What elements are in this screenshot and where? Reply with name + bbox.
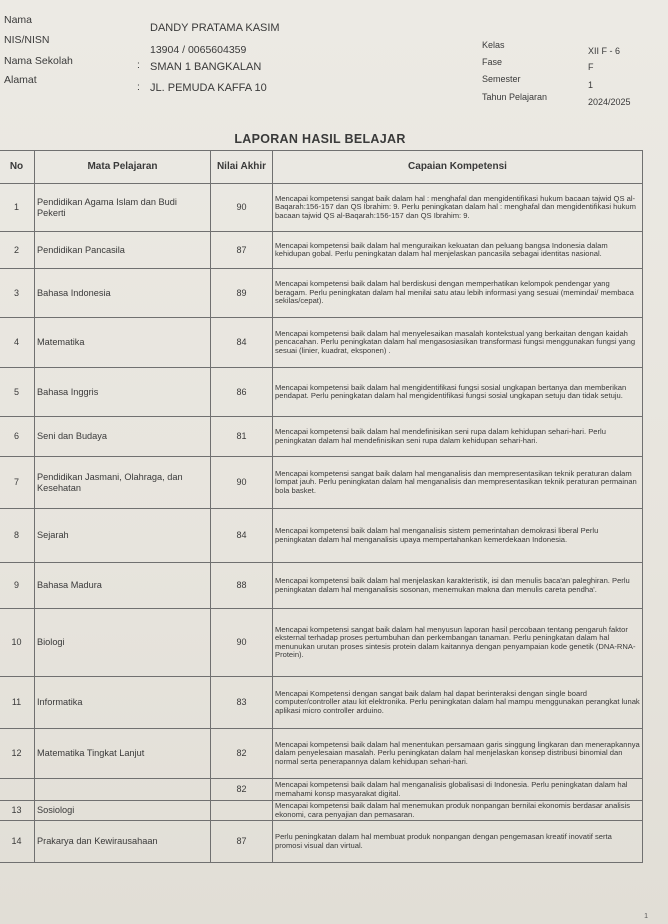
table-row [0,232,643,269]
row-competency: Mencapai kompetensi baik dalam hal menjelaskan karakteristik, isi dan menulis baca'an paleghiran. Perlu peningkatan dalam hal menganalisis sosonan, menemukan makna dan menulis careta pendha'. [273,563,643,609]
row-competency: Mencapai Kompetensi dengan sangat baik dalam hal dapat berinteraksi dengan single board computer/controller atau kit elektronika. Perlu peningkatan dalam hal mampu menggunakan perangkat lunak aplikasi micro controller arduino. [273,677,643,729]
class-value: XII F - 6 [588,46,621,56]
row-competency: Perlu peningkatan dalam hal membuat produk nonpangan dengan pengemasan kreatif inovatif serta promosi visual dan virtual. [273,821,643,863]
row-competency: Mencapai kompetensi baik dalam hal menemukan produk nonpangan bernilai ekonomis berdasar analisis ekonomi, cara penyajian dan pemasaran. [273,801,643,821]
table-row [0,269,643,318]
row-competency: Mencapai kompetensi baik dalam hal menyelesaikan masalah kontekstual yang berkaitan dengan kaidah pencacahan. Perlu peningkatan dalam hal mengasosiasikan transformasi fungsi menggunakan fungsi yang sesuai (linier, kuadrat, eksponen) . [273,318,643,368]
row-no: 2 [0,232,35,269]
row-competency: Mencapai kompetensi sangat baik dalam hal menganalisis dan mempresentasikan teknik peraturan dalam lompat jauh. Perlu peningkatan dalam hal menganalisis dan mempresentasikan teknik peraturan permainan bola basket. [273,457,643,509]
header-no: No [0,151,35,184]
row-no: 5 [0,368,35,417]
row-subject: Seni dan Budaya [35,417,211,457]
table-row [0,821,643,863]
row-no: 7 [0,457,35,509]
row-subject: Informatika [35,677,211,729]
table-row [0,677,643,729]
report-title: LAPORAN HASIL BELAJAR [234,132,406,146]
row-no: 12 [0,729,35,779]
phase-value: F [588,62,594,72]
row-competency: Mencapai kompetensi sangat baik dalam hal : menghafal dan mengidentifikasi hukum bacaan tajwid QS al-Baqarah:156-157 dan QS Ibrahim: 9. Perlu peningkatan dalam hal : menghafal dan mengidentifikasi hukum bacaan tajwid QS al-Baqarah:156-157 dan QS Ibrahim: 9. [273,184,643,232]
row-subject: Sejarah [35,509,211,563]
row-grade: 90 [211,457,273,509]
row-grade: 84 [211,318,273,368]
address-value: JL. PEMUDA KAFFA 10 [150,82,267,94]
row-competency: Mencapai kompetensi baik dalam hal mendefinisikan seni rupa dalam kehidupan sehari-hari. Perlu peningkatan dalam hal mendefinisikan seni rupa dalam kehidupan sehari-hari. [273,417,643,457]
name-value: DANDY PRATAMA KASIM [150,22,280,34]
table-row [0,779,643,801]
table-header-row [0,151,643,184]
phase-label: Fase [482,57,503,67]
table-row [0,801,643,821]
row-grade: 88 [211,563,273,609]
header-grade: Nilai Akhir [211,151,273,184]
year-value: 2024/2025 [588,97,631,107]
row-grade: 89 [211,269,273,318]
row-no: 4 [0,318,35,368]
row-competency: Mencapai kompetensi baik dalam hal menguraikan kekuatan dan peluang bangsa Indonesia dalam kehidupan gobal. Perlu peningkatan dalam hal menjelaskan pancasila sebagai identitas nasional. [273,232,643,269]
row-competency: Mencapai kompetensi sangat baik dalam hal menyusun laporan hasil percobaan tentang pengaruh faktor eksternal terhadap proses pertumbuhan dan perkembangan tanaman. Perlu peningkatan dalam hal menunukan urutan proses sintesis protein dalam kaitannya dengan penyampaian kode genetik (DNA-RNA-Protein). [273,609,643,677]
row-grade: 90 [211,609,273,677]
row-subject: Bahasa Inggris [35,368,211,417]
row-no: 14 [0,821,35,863]
row-no: 11 [0,677,35,729]
row-subject: Sosiologi [35,801,211,821]
table-row [0,457,643,509]
row-subject [35,779,211,801]
row-grade: 82 [211,729,273,779]
row-competency: Mencapai kompetensi baik dalam hal menganalisis globalisasi di Indonesia. Perlu peningkatan dalam hal memahami konsp masyarakat digital. [273,779,643,801]
row-no: 1 [0,184,35,232]
row-grade: 84 [211,509,273,563]
page-footer: 1 [644,913,648,920]
row-no: 9 [0,563,35,609]
row-grade: 87 [211,821,273,863]
row-competency: Mencapai kompetensi baik dalam hal menentukan persamaan garis singgung lingkaran dan menerapkannya dalam penyelesaian masalah. Perlu peningkatan dalam hal menjelaskan konsep distribusi binomial dan normal serta penerapannya dalam kehidupan sehari-hari. [273,729,643,779]
row-subject: Bahasa Madura [35,563,211,609]
row-grade: 82 [211,779,273,801]
class-label: Kelas [482,40,505,50]
grades-table [0,150,643,863]
table-row [0,509,643,563]
row-competency: Mencapai kompetensi baik dalam hal mengidentifikasi fungsi sosial ungkapan bertanya dan memberikan pendapat. Perlu peningkatan dalam hal mengidentifikasi fungsi sosial ungkapan setuju dan tidak setuju. [273,368,643,417]
semester-value: 1 [588,80,594,90]
row-no: 13 [0,801,35,821]
header-subject: Mata Pelajaran [35,151,211,184]
table-row [0,563,643,609]
table-row [0,609,643,677]
row-no: 6 [0,417,35,457]
row-subject: Matematika [35,318,211,368]
table-row [0,318,643,368]
table-row [0,417,643,457]
address-label: Alamat [4,74,37,86]
row-competency: Mencapai kompetensi baik dalam hal berdiskusi dengan memperhatikan kelompok pendengar yang beragam. Perlu peningkatan dalam hal menilai satu atau lebih informasi yang sesuai (memindai/ membaca sekilas/cepat). [273,269,643,318]
nisn-label: NIS/NISN [4,34,50,46]
year-label: Tahun Pelajaran [482,92,548,102]
header-competency: Capaian Kompetensi [273,151,643,184]
row-subject: Prakarya dan Kewirausahaan [35,821,211,863]
school-value: SMAN 1 BANGKALAN [150,61,262,73]
row-grade: 86 [211,368,273,417]
row-grade [211,801,273,821]
report-page: Nama DANDY PRATAMA KASIM NIS/NISN 13904 / 0065604359 Nama Sekolah : SMAN 1 BANGKALAN Alamat : JL. PEMUDA KAFFA 10 Kelas XII F - 6 Fase F Semester 1 Tahun Pelajaran 2024/2025 LAPORAN HASIL BELAJAR No Mata Pelajaran Nilai Akhir Capaian Kompetensi 1 Pendidikan Agama Islam dan Budi Pekerti 90 Mencapai kompetensi sangat baik dalam hal : menghafal dan mengidentifikasi hukum bacaan tajwid QS al-Baqarah:156-157 dan QS Ibrahim: 9. Perlu peningkatan dalam hal : menghafal dan mengidentifikasi hukum bacaan tajwid QS al-Baqarah:156-157 dan QS Ibrahim: 9. 2 Pendidikan Pancasila 87 Mencapai kompetensi baik dalam hal menguraikan kekuatan dan peluang bangsa Indonesia dalam kehidupan gobal. Perlu peningkatan dalam hal menjelaskan pancasila sebagai identitas nasional. 3 Bahasa Indonesia 89 Mencapai kompetensi baik dalam hal berdiskusi dengan memperhatikan kelompok pendengar yang beragam. Perlu peningkatan dalam hal menilai satu atau lebih informasi yang sesuai (memindai/ membaca sekilas/cepat). 4 Matematika 84 Mencapai kompetensi baik dalam hal menyelesaikan masalah kontekstual yang berkaitan dengan kaidah pencacahan. Perlu peningkatan dalam hal mengasosiasikan transformasi fungsi menggunakan fungsi yang sesuai (linier, kuadrat, eksponen) . 5 Bahasa Inggris 86 Mencapai kompetensi baik dalam hal mengidentifikasi fungsi sosial ungkapan bertanya dan memberikan pendapat. Perlu peningkatan dalam hal mengidentifikasi fungsi sosial ungkapan setuju dan tidak setuju. 6 Seni dan Budaya 81 Mencapai kompetensi baik dalam hal mendefinisikan seni rupa dalam kehidupan sehari-hari. Perlu peningkatan dalam hal mendefinisikan seni rupa dalam kehidupan sehari-hari. 7 Pendidikan Jasmani, Olahraga, dan Kesehatan 90 Mencapai kompetensi sangat baik dalam hal menganalisis dan mempresentasikan teknik peraturan dalam lompat jauh. Perlu peningkatan dalam hal menganalisis dan mempresentasikan teknik peraturan permainan bola basket. 8 Sejarah 84 Mencapai kompetensi baik dalam hal menganalisis sistem pemerintahan demokrasi liberal Perlu peningkatan dalam hal menganalisis upaya mempertahankan kemerdekaan Indonesia. 9 Bahasa Madura 88 Mencapai kompetensi baik dalam hal menjelaskan karakteristik, isi dan menulis baca'an paleghiran. Perlu peningkatan dalam hal menganalisis sosonan, menemukan makna dan menulis careta pendha'. 10 Biologi 90 Mencapai kompetensi sangat baik dalam hal menyusun laporan hasil percobaan tentang pengaruh faktor eksternal terhadap proses pertumbuhan dan perkembangan tanaman. Perlu peningkatan dalam hal menunukan urutan proses sintesis protein dalam kaitannya dengan penyampaian kode genetik (DNA-RNA-Protein). 11 Informatika 83 Mencapai Kompetensi dengan sangat baik dalam hal dapat berinteraksi dengan single board computer/controller atau kit elektronika. Perlu peningkatan dalam hal mampu menggunakan perangkat lunak aplikasi micro controller arduino. 12 Matematika Tingkat Lanjut 82 Mencapai kompetensi baik dalam hal menentukan persamaan garis singgung lingkaran dan menerapkannya dalam penyelesaian masalah. Perlu peningkatan dalam hal menjelaskan konsep distribusi binomial dan normal serta penerapannya dalam kehidupan sehari-hari. 82 Mencapai kompetensi baik dalam hal menganalisis globalisasi di Indonesia. Perlu peningkatan dalam hal memahami konsp masyarakat digital. 13 Sosiologi Mencapai kompetensi baik dalam hal menemukan produk nonpangan bernilai ekonomis berdasar analisis ekonomi, cara penyajian dan pemasaran. 14 Prakarya dan Kewirausahaan 87 Perlu peningkatan dalam hal membuat produk nonpangan dengan pengemasan kreatif inovatif serta promosi visual dan virtual. 1 [0,0,668,924]
semester-label: Semester [482,74,521,84]
row-subject: Bahasa Indonesia [35,269,211,318]
row-subject: Pendidikan Agama Islam dan Budi Pekerti [35,184,211,232]
table-row [0,729,643,779]
row-grade: 90 [211,184,273,232]
row-no: 3 [0,269,35,318]
row-grade: 87 [211,232,273,269]
row-subject: Matematika Tingkat Lanjut [35,729,211,779]
row-no [0,779,35,801]
row-subject: Pendidikan Pancasila [35,232,211,269]
row-no: 8 [0,509,35,563]
table-row [0,368,643,417]
row-subject: Pendidikan Jasmani, Olahraga, dan Kesehatan [35,457,211,509]
row-subject: Biologi [35,609,211,677]
row-no: 10 [0,609,35,677]
table-row [0,184,643,232]
nisn-value: 13904 / 0065604359 [150,44,247,56]
school-label: Nama Sekolah [4,55,73,67]
row-grade: 83 [211,677,273,729]
name-label: Nama [4,14,33,26]
row-grade: 81 [211,417,273,457]
row-competency: Mencapai kompetensi baik dalam hal menganalisis sistem pemerintahan demokrasi liberal Perlu peningkatan dalam hal menganalisis upaya mempertahankan kemerdekaan Indonesia. [273,509,643,563]
